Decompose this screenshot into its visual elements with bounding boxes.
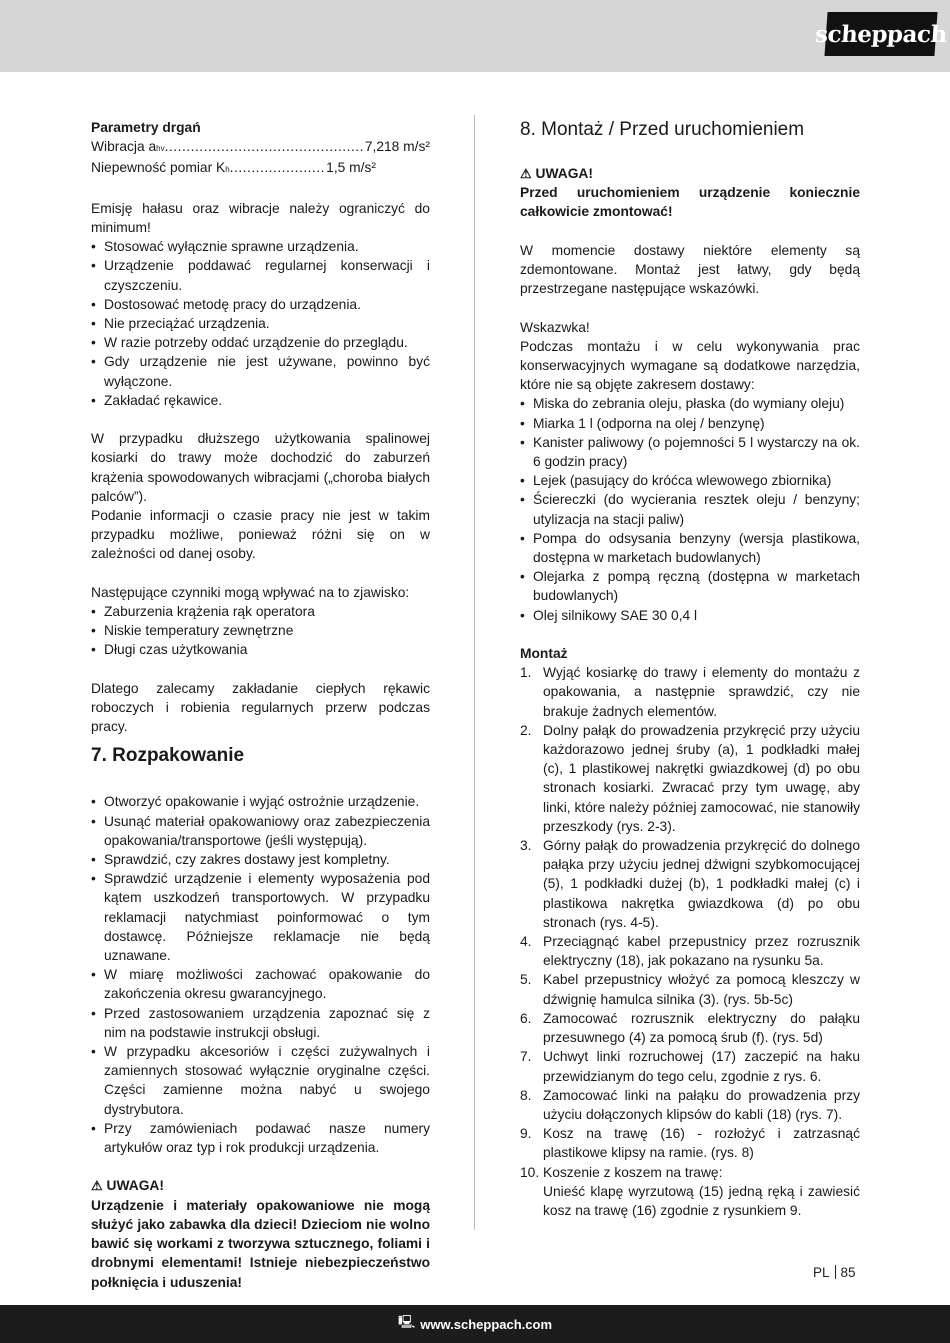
list-item: • Otworzyć opakowanie i wyjąć ostrożnie urządzenie. (91, 792, 430, 811)
list-item: • Lejek (pasujący do króćca wlewowego zbiornika) (520, 471, 860, 490)
warning-text-right: Przed uruchomieniem urządzenie koniecznie całkowicie zmontować! (520, 185, 860, 220)
section-7-heading: 7. Rozpakowanie (91, 745, 245, 767)
list-item: 10. Koszenie z koszem na trawę: Unieść klapę wyrzutową (15) jedną ręką i zawiesić kosz na trawę (16) zgodnie z rysunkiem 9. (520, 1164, 860, 1218)
param-uncertainty: Niepewność pomiar K h ..... 1,5 m/s² (91, 158, 430, 179)
assembly-heading: Montaż (520, 646, 568, 662)
list-item: • Zakładać rękawice. (91, 391, 430, 410)
column-divider (474, 115, 475, 1230)
warning-triangle-icon: ⚠ (91, 1178, 103, 1194)
unpack-list (91, 792, 430, 1157)
list-item: • Olej silnikowy SAE 30 0,4 l (520, 606, 860, 625)
list-item: 4. Przeciągnąć kabel przepustnicy przez rozrusznik elektryczny (18), jak pokazano na rysunku 5a. (520, 934, 860, 969)
list-item: • Długi czas użytkowania (91, 640, 430, 659)
step-10-detail: Unieść klapę wyrzutową (15) jedną ręką i zawiesić kosz na trawę (16) zgodnie z rysunkiem 9. (543, 1183, 860, 1218)
warning-triangle-icon: ⚠ (520, 166, 532, 181)
list-item: • Gdy urządzenie nie jest używane, powinno być wyłączone. (91, 352, 430, 390)
list-item: • Przy zamówieniach podawać nasze numery artykułów oraz typ i rok produkcji urządzenia. (91, 1119, 430, 1157)
list-item: • Ściereczki (do wycierania resztek oleju / benzyny; utylizacja na stacji paliw) (520, 490, 860, 528)
list-item: 2. Dolny pałąk do prowadzenia przykręcić przy użyciu każdorazowo jednej śruby (a), 1 podkładki małej (c), 1 plastikowej nakrętki gwiazdkowej (d) po obu stronach kosiarki. Zwracać przy tym uwagę, aby linki, które należy później zamocować, nie stanowiły przeszkody (rys. 2-3). (520, 722, 860, 834)
param-vibration: Wibracja a hv ..... 7,218 m/s² (91, 137, 430, 158)
assembly-steps (520, 663, 860, 1220)
list-item: • Sprawdzić urządzenie i elementy wyposażenia pod kątem uszkodzeń transportowych. W przypadku reklamacji natychmiast poinformować o tym dostawcę. Późniejsze reklamacje nie będą uznawane. (91, 869, 430, 965)
list-item: 7. Uchwyt linki rozruchowej (17) zaczepić na haku przewidzianym do tego celu, zgodnie z rys. 6. (520, 1049, 860, 1084)
computer-icon: 🖳 (397, 1314, 416, 1329)
list-item: 8. Zamocować linki na pałąku do prowadzenia przy użyciu dołączonych klipsów do kabli (18) (rys. 7). (520, 1087, 860, 1122)
list-item: 3. Górny pałąk do prowadzenia przykręcić do dolnego pałąka przy użyciu jednej dźwigni szybkomocującej (5), 1 podkładki dużej (b), 1 podkładki małej (c) i plastikowa nakrętka gwiazdkowa (d) po obu stronach (rys. 4-5). (520, 838, 860, 930)
recommendation-paragraph: Dlatego zalecamy zakładanie ciepłych rękawic roboczych i robienia regularnych przerw podczas pracy. (91, 680, 430, 735)
header-bar (0, 0, 950, 72)
footer-bar (0, 1305, 950, 1343)
worktime-info-paragraph: Podanie informacji o czasie pracy nie jest w takim przypadku możliwe, ponieważ różni się on w zależności od danej osoby. (91, 508, 430, 562)
page-number: PL 85 (813, 1265, 856, 1280)
list-item: • Przed zastosowaniem urządzenia zapoznać się z nim na podstawie instrukcji obsługi. (91, 1004, 430, 1042)
list-item: • Kanister paliwowy (o pojemności 5 l wystarczy na ok. 6 godzin pracy) (520, 433, 860, 471)
list-item: • Sprawdzić, czy zakres dostawy jest kompletny. (91, 850, 430, 869)
delivery-paragraph: W momencie dostawy niektóre elementy są zdemontowane. Montaż jest łatwy, gdy będą przestrzegane następujące wskazówki. (520, 242, 860, 297)
factors-list (91, 602, 430, 660)
list-item: 6. Zamocować rozrusznik elektryczny do pałąku przesuwnego (4) za pomocą śrub (f). (rys. 5d) (520, 1010, 860, 1046)
list-item: • Miska do zebrania oleju, płaska (do wymiany oleju) (520, 394, 860, 413)
list-item: • W przypadku akcesoriów i części zużywalnych i zamiennych stosować wyłącznie oryginalne części. Części zamienne można nabyć u swojego dystrybutora. (91, 1042, 430, 1119)
hint-paragraph: Podczas montażu i w celu wykonywania prac konserwacyjnych wymagane są dodatkowe narzędzia, które nie są objęte zakresem dostawy: (520, 338, 860, 393)
left-column (91, 118, 430, 1292)
list-item: • Zaburzenia krążenia rąk operatora (91, 602, 430, 621)
list-item: • Pompa do odsysania benzyny (wersja plastikowa, dostępna w marketach budowlanych) (520, 529, 860, 567)
brand-logo: scheppach (824, 12, 937, 56)
warning-heading-left: ⚠ UWAGA! (91, 1178, 164, 1194)
list-item: • Dostosować metodę pracy do urządzenia. (91, 295, 430, 314)
list-item: • Olejarka z pompą ręczną (dostępna w marketach budowlanych) (520, 567, 860, 605)
list-item: • Niskie temperatury zewnętrzne (91, 621, 430, 640)
list-item: 9. Kosz na trawę (16) - rozłożyć i zatrzasnąć plastikowe klipsy na ramie. (rys. 8) (520, 1126, 860, 1161)
list-item: • Urządzenie poddawać regularnej konserwacji i czyszczeniu. (91, 256, 430, 294)
factors-intro: Następujące czynniki mogą wpływać na to zjawisko: (91, 584, 410, 600)
list-item: • W razie potrzeby oddać urządzenie do przeglądu. (91, 333, 430, 352)
tools-list (520, 394, 860, 624)
list-item: 5. Kabel przepustnicy włożyć za pomocą kleszczy w dźwignię hamulca silnika (3). (rys. 5b-5c) (520, 972, 860, 1007)
list-item: • Usunąć materiał opakowaniowy oraz zabezpieczenia opakowania/transportowe (jeśli występują). (91, 812, 430, 850)
list-item: • W miarę możliwości zachować opakowanie do zakończenia okresu gwarancyjnego. (91, 965, 430, 1003)
right-column (520, 118, 860, 1220)
emission-list (91, 237, 430, 410)
vibration-params-title: Parametry drgań (91, 120, 201, 135)
list-item: 1. Wyjąć kosiarkę do trawy i elementy do montażu z opakowania, a następnie sprawdzić, czy nie brakuje żadnych elementów. (520, 665, 860, 719)
list-item: • Stosować wyłącznie sprawne urządzenia. (91, 237, 430, 256)
emission-text: Emisję hałasu oraz wibracje należy ograniczyć do minimum! (91, 200, 430, 235)
hint-heading: Wskazwka! (520, 319, 590, 335)
list-item: • Nie przeciążać urządzenia. (91, 314, 430, 333)
list-item: • Miarka 1 l (odporna na olej / benzynę) (520, 414, 860, 433)
section-8-heading: 8. Montaż / Przed uruchomieniem (520, 119, 805, 140)
footer-url[interactable]: www.scheppach.com (420, 1316, 553, 1332)
long-use-paragraph: W przypadku dłuższego użytkowania spalinowej kosiarki do trawy może dochodzić do zaburzeń krążenia spowodowanych wibracjami („choroba białych palców”). (91, 431, 430, 504)
warning-text-left: Urządzenie i materiały opakowaniowe nie mogą służyć jako zabawka dla dzieci! Dzieciom nie wolno bawić się workami z tworzywa sztucznego, foliami i drobnymi elementami! Istnieje niebezpieczeństwo połknięcia i uduszenia! (91, 1197, 430, 1290)
warning-heading-right: ⚠ UWAGA! (520, 166, 593, 181)
